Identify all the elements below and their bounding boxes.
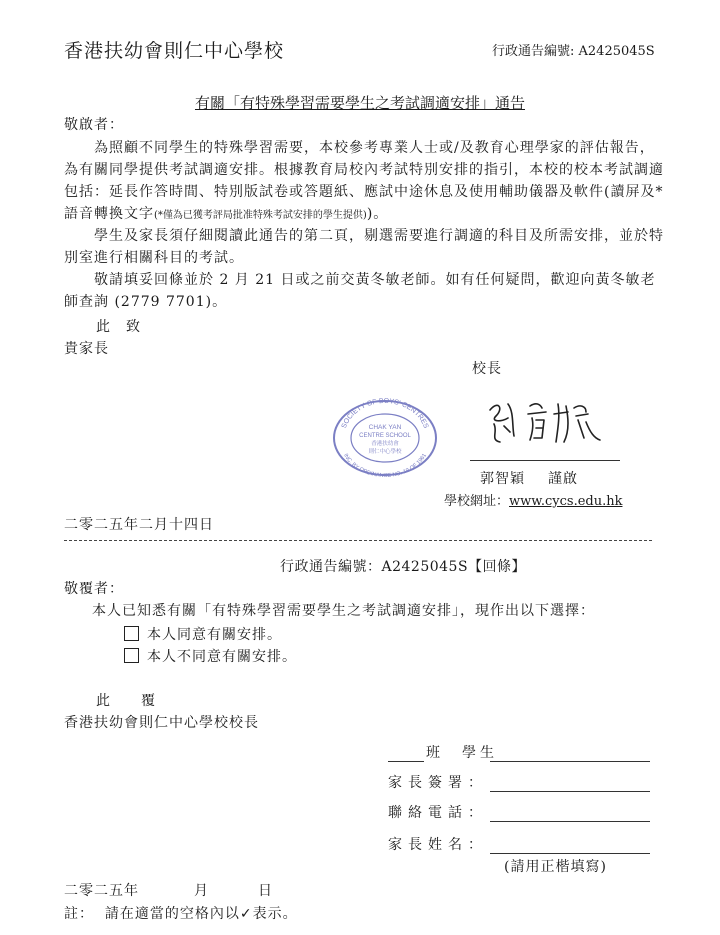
cut-line — [64, 540, 652, 541]
stamp-center-zh2: 則仁中心學校 — [368, 449, 402, 455]
notice-reference-number: 行政通告編號: A2425045S — [492, 44, 655, 59]
note-label: 註： — [64, 906, 94, 922]
tick-icon: ✓ — [239, 906, 253, 922]
stamp-center-en2: CENTRE SCHOOL — [359, 433, 411, 439]
paragraph-3: 敬請填妥回條並於 2 月 21 日或之前交黃冬敏老師。如有任何疑問，歡迎向黃冬敏老師查詢 (2779 7701)。 — [64, 272, 656, 310]
reply-reference: 行政通告編號：A2425045S【回條】 — [280, 559, 527, 575]
class-student-label: 班 學生 — [426, 745, 498, 761]
student-name-field[interactable] — [490, 761, 650, 762]
stamp-ring-bottom-text: INC. BY ORDINANCE NO. 19 OF 1961 — [341, 452, 429, 478]
respectfully-text: 謹啟 — [548, 471, 578, 487]
notice-date: 二零二五年二月十四日 — [64, 517, 214, 533]
option-agree-label: 本人同意有關安排。 — [147, 627, 282, 643]
class-blank[interactable] — [388, 761, 424, 762]
website-link[interactable]: www.cycs.edu.hk — [509, 494, 623, 509]
note-text-a: 請在適當的空格內以 — [104, 906, 240, 922]
principal-title: 校長 — [472, 361, 502, 377]
paragraph-1 — [64, 137, 664, 227]
footnote — [64, 903, 298, 923]
reply-salutation: 敬覆者： — [64, 581, 124, 597]
option-disagree-label: 本人不同意有關安排。 — [147, 649, 297, 665]
closing-text: 此 致 — [96, 319, 141, 335]
reply-date-day: 日 — [258, 883, 273, 899]
website-label: 學校網址： — [444, 494, 510, 509]
reply-closing: 此 覆 — [96, 693, 156, 709]
parent-name-field[interactable] — [490, 853, 650, 854]
parent-name-label: 家長姓名： — [388, 837, 488, 853]
phone-label: 聯絡電話： — [388, 805, 488, 821]
agree-checkbox[interactable] — [124, 626, 139, 641]
paragraph-1-footnote: (*僅為已獲考評局批准特殊考試安排的學生提供) — [154, 210, 367, 221]
paragraph-1-end: )。 — [366, 206, 389, 222]
school-stamp — [330, 398, 440, 478]
paragraph-1-text: 為照顧不同學生的特殊學習需要，本校參考專業人士或/及教育心理學家的評估報告，為有關同學提供考試調適安排。根據教育局校內考試特別安排的指引，本校的校本考試調適包括：延長作答時間、特別版試卷或答題紙、應試中途休息及使用輔助儀器及軟件(讀屏及*語音轉換文字 — [64, 140, 664, 222]
reply-recipient: 香港扶幼會則仁中心學校校長 — [64, 715, 259, 731]
note-text-b: 表示。 — [252, 906, 298, 922]
signature-line — [470, 460, 620, 461]
option-agree[interactable] — [124, 624, 282, 644]
reply-date-month: 月 — [194, 883, 209, 899]
paragraph-2: 學生及家長須仔細閱讀此通告的第二頁，剔選需要進行調適的科目及所需安排，並於特別室進行相關科目的考試。 — [64, 228, 664, 266]
block-letters-note: (請用正楷填寫) — [504, 859, 607, 875]
principal-name: 郭智穎 — [480, 471, 525, 487]
salutation: 敬啟者： — [64, 117, 124, 133]
disagree-checkbox[interactable] — [124, 648, 139, 663]
option-disagree[interactable] — [124, 646, 297, 666]
stamp-ring-top-text: SOCIETY OF BOYS' CENTRES — [340, 398, 430, 430]
school-name: 香港扶幼會則仁中心學校 — [64, 40, 285, 62]
website-line — [444, 490, 622, 509]
notice-title-wrap — [0, 92, 720, 113]
phone-field[interactable] — [490, 821, 650, 822]
principal-signature — [480, 392, 610, 452]
notice-title: 有關「有特殊學習需要學生之考試調適安排」通告 — [194, 94, 525, 112]
parent-signature-field[interactable] — [490, 791, 650, 792]
recipient: 貴家長 — [64, 341, 109, 357]
parent-signature-label: 家長簽署： — [388, 775, 488, 791]
stamp-center-zh1: 香港扶幼會 — [371, 441, 399, 447]
stamp-center-en1: CHAK YAN — [368, 424, 402, 431]
reply-statement: 本人已知悉有關「有特殊學習需要學生之考試調適安排」，現作出以下選擇： — [92, 603, 595, 619]
reply-date-year: 二零二五年 — [64, 883, 139, 899]
